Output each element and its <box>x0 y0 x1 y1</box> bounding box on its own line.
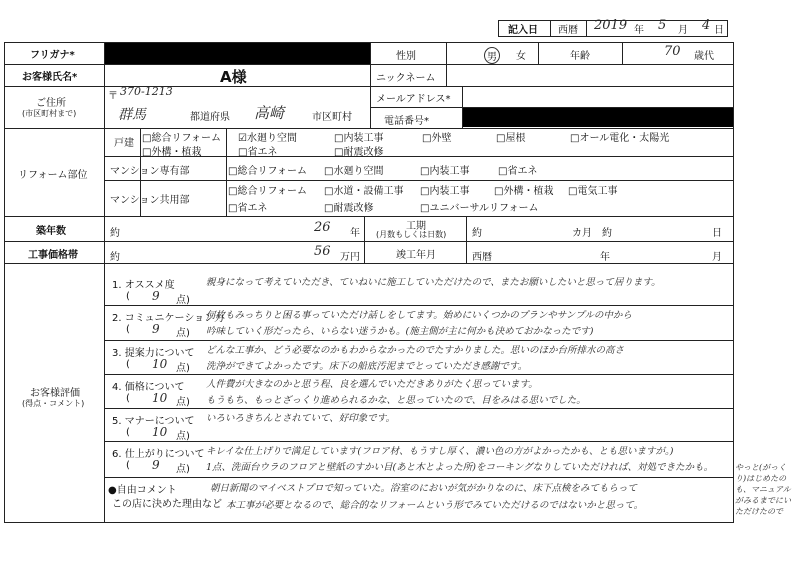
gender-male: 男 <box>484 47 500 64</box>
reform-option[interactable]: ☑水廻り空間 <box>238 133 297 144</box>
reform-option[interactable]: □内装工事 <box>420 186 470 197</box>
completion-label: 竣工年月 <box>396 250 436 261</box>
period-month-unit: カ月 <box>572 228 592 239</box>
eval-score-open: ( <box>126 359 130 370</box>
age-label: 年齢 <box>570 51 590 62</box>
common-label: マンション共用部 <box>110 195 190 206</box>
entry-year: 2019 <box>594 18 628 33</box>
eval-comment: いろいろきちんとされていて、好印象です。 <box>206 413 396 424</box>
building-age-label: 築年数 <box>36 226 66 237</box>
address-sub: (市区町村まで) <box>22 109 77 118</box>
eval-item-title: 1. オススメ度 <box>112 280 175 291</box>
entry-month: 5 <box>658 18 667 33</box>
evaluation-sub: (得点・コメント) <box>22 399 85 408</box>
furigana-label: フリガナ* <box>30 50 75 61</box>
free-comment-label: ●自由コメント <box>108 485 177 496</box>
eval-item-title: 5. マナーについて <box>112 416 195 427</box>
reform-option[interactable]: □省エネ <box>238 147 278 158</box>
price-unit: 万円 <box>340 252 360 263</box>
furigana-redaction <box>105 43 370 64</box>
common-options-row1 <box>228 182 728 196</box>
eval-score-value: 10 <box>152 425 168 439</box>
reform-option[interactable]: □総合リフォーム <box>228 186 307 197</box>
entry-date-label: 記入日 <box>508 25 538 36</box>
city-value: 高崎 <box>254 104 285 122</box>
common-options-row2 <box>228 199 728 213</box>
year-unit: 年 <box>634 25 644 36</box>
building-age-unit: 年 <box>350 228 360 239</box>
gender-female: 女 <box>516 51 526 62</box>
mansion-options <box>228 162 728 176</box>
price-label: 工事価格帯 <box>28 250 78 261</box>
period-approx-day: 約 <box>602 228 612 239</box>
age-value: 70 <box>664 44 681 59</box>
evaluation-label: お客様評価 <box>30 388 80 399</box>
eval-item-title: 3. 提案力について <box>112 348 195 359</box>
completion-year-unit: 年 <box>600 252 610 263</box>
building-age-value: 26 <box>314 220 331 235</box>
eval-comment-line2: 洗浄ができてよかったです。床下の船底汚泥までとっていただき感謝です。 <box>206 361 528 372</box>
eval-score-value: 9 <box>152 458 160 472</box>
eval-comment-line2: 吟味していく形だったら、いらない迷うかも。(施主側が主に何かも決めておかなったです) <box>206 326 594 337</box>
margin-note: やっと(がっくり)はじめたのも、マニュアルがみるまでにいただけたので <box>735 463 791 516</box>
period-label: 工期 <box>406 221 426 232</box>
eval-score-unit: 点) <box>176 397 190 408</box>
building-age-approx: 約 <box>110 228 120 239</box>
price-value: 56 <box>314 244 331 259</box>
prefecture-label: 都道府県 <box>190 112 230 123</box>
eval-score-open: ( <box>126 427 130 438</box>
completion-month-unit: 月 <box>712 252 722 263</box>
phone-label: 電話番号* <box>384 116 429 127</box>
eval-score-open: ( <box>126 393 130 404</box>
eval-comment: 人件費が大きなのかと思う程、良を選んでいただきありがたく思っています。 <box>206 379 538 390</box>
eval-item-title: 6. 仕上がりについて <box>112 449 205 460</box>
day-unit: 日 <box>714 25 724 36</box>
month-unit: 月 <box>678 25 688 36</box>
reform-option[interactable]: □外構・植栽 <box>494 186 554 197</box>
eval-score-unit: 点) <box>176 464 190 475</box>
eval-score-open: ( <box>126 324 130 335</box>
eval-score-unit: 点) <box>176 328 190 339</box>
eval-score-unit: 点) <box>176 295 190 306</box>
reform-option[interactable]: □省エネ <box>498 166 538 177</box>
eval-score-value: 10 <box>152 357 168 371</box>
eval-comment: 何故もみっちりと困る事っていただけ話しをしてます。始めにいくつかのプランやサンプルの中から <box>206 310 632 321</box>
address-label: ご住所 <box>36 98 66 109</box>
free-comment-line2: 本工事が必要となるので、総合的なリフォームという形でみていただけるのではないかと思って。 <box>226 500 644 511</box>
reform-option[interactable]: □総合リフォーム <box>228 166 307 177</box>
postal-value: 370-1213 <box>120 85 173 98</box>
eval-comment: どんな工事か、どう必要なのかもわからなかったのでたすかりました。思いのほか台所排水の高さ <box>206 345 625 356</box>
customer-name-value: A様 <box>220 68 247 86</box>
postal-mark: 〒 <box>108 91 118 102</box>
reform-option[interactable]: □電気工事 <box>568 186 618 197</box>
free-comment-line1: 朝日新聞のマイベストプロで知っていた。浴室のにおいが気がかりなのに、床下点検をみてもらって <box>210 483 638 494</box>
age-unit: 歳代 <box>694 51 714 62</box>
eval-score-open: ( <box>126 460 130 471</box>
eval-comment: キレイな仕上げりで満足しています(フロア材、もうすし厚く、濃い色の方がよかったかも、とも思いますが。) <box>206 446 674 457</box>
city-label: 市区町村 <box>312 112 352 123</box>
email-label: メールアドレス* <box>376 94 451 105</box>
eval-item-title: 4. 価格について <box>112 382 185 393</box>
reform-label: リフォーム部位 <box>18 170 88 181</box>
period-day-unit: 日 <box>712 228 722 239</box>
house-options-row1 <box>142 129 732 143</box>
phone-redaction <box>463 108 733 127</box>
reform-option[interactable]: □屋根 <box>496 133 526 144</box>
reform-option[interactable]: □内装工事 <box>420 166 470 177</box>
period-sub: (月数もしくは日数) <box>376 230 447 239</box>
eval-score-open: ( <box>126 291 130 302</box>
eval-score-value: 10 <box>152 391 168 405</box>
entry-day: 4 <box>702 18 711 33</box>
gender-label: 性別 <box>396 51 416 62</box>
prefecture-value: 群馬 <box>118 107 146 123</box>
mansion-label: マンション専有部 <box>110 166 190 177</box>
reform-option[interactable]: □総合リフォーム <box>142 133 221 144</box>
reform-option[interactable]: □水廻り空間 <box>324 166 384 177</box>
eval-score-unit: 点) <box>176 431 190 442</box>
eval-score-unit: 点) <box>176 363 190 374</box>
reform-option[interactable]: □省エネ <box>228 203 268 214</box>
reform-option[interactable]: □耐震改修 <box>334 147 384 158</box>
eval-score-value: 9 <box>152 322 160 336</box>
reform-option[interactable]: □ユニバーサルリフォーム <box>420 203 539 214</box>
eval-score-value: 9 <box>152 289 160 303</box>
reform-option[interactable]: □内装工事 <box>334 133 384 144</box>
free-comment-sub: この店に決めた理由など <box>112 499 222 510</box>
eval-comment-line2: もうもち、もっとざっくり進められるかな、と思っていたので、目をみはる思いでした。 <box>206 395 586 406</box>
eval-comment-line2: 1点、洗面台ウラのフロアと壁紙のすかい目(あと木とよった所)をコーキングなりしていただければ、対処できたかも。 <box>206 462 714 473</box>
house-label: 戸建 <box>114 138 134 149</box>
reform-option[interactable]: □オール電化・太陽光 <box>570 133 670 144</box>
era-label: 西暦 <box>558 25 578 36</box>
eval-item-title: 2. コミュニケーション力 <box>112 313 225 324</box>
house-options-row2 <box>142 143 732 157</box>
price-approx: 約 <box>110 252 120 263</box>
reform-option[interactable]: □外壁 <box>422 133 452 144</box>
customer-name-label: お客様氏名* <box>22 72 78 83</box>
reform-option[interactable]: □水道・設備工事 <box>324 186 404 197</box>
nickname-label: ニックネーム <box>376 73 436 84</box>
eval-comment: 親身になって考えていただき、ていねいに施工していただけたので、またお願いしたいと思って居ります。 <box>206 277 661 288</box>
reform-option[interactable]: □外構・植栽 <box>142 147 202 158</box>
reform-option[interactable]: □耐震改修 <box>324 203 374 214</box>
period-approx-month: 約 <box>472 228 482 239</box>
completion-era: 西暦 <box>472 252 492 263</box>
